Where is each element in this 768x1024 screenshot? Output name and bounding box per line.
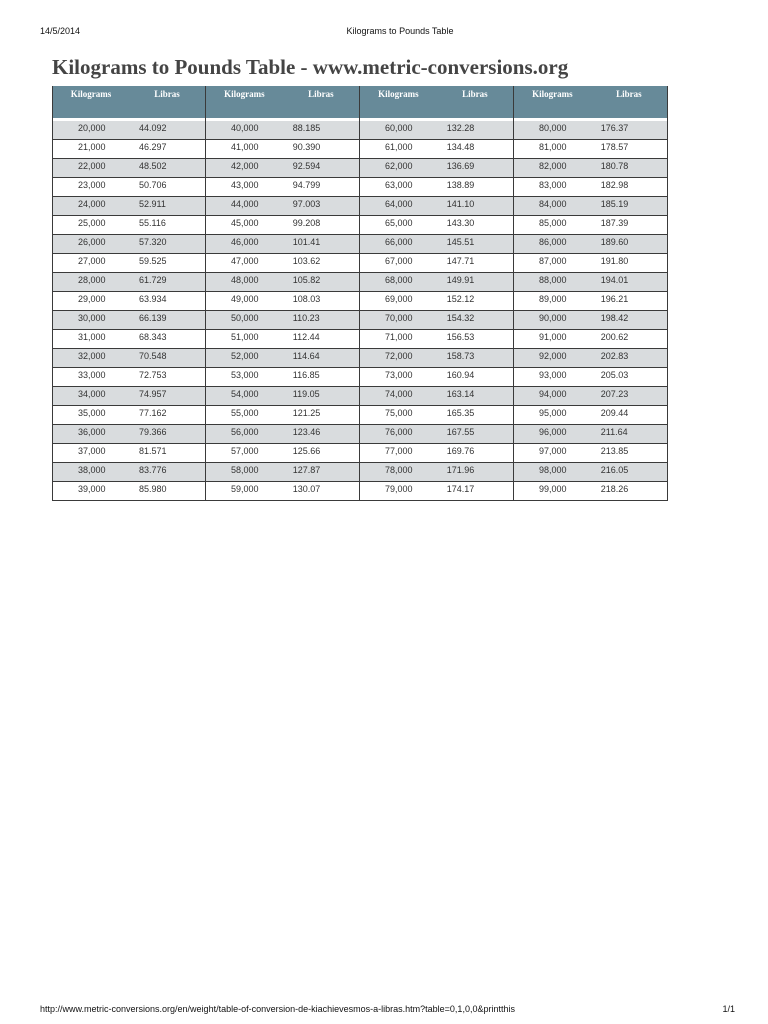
libras-cell: 103.62: [283, 254, 360, 273]
kilograms-cell: 63,000: [360, 178, 437, 197]
libras-cell: 127.87: [283, 463, 360, 482]
libras-cell: 198.42: [591, 311, 668, 330]
table-row: [206, 292, 360, 311]
print-date: 14/5/2014: [40, 26, 81, 36]
libras-cell: 147.71: [437, 254, 514, 273]
kilograms-cell: 28,000: [53, 273, 130, 292]
table-row: [360, 292, 514, 311]
kilograms-cell: 22,000: [53, 159, 130, 178]
table-row: [53, 235, 206, 254]
libras-cell: 196.21: [591, 292, 668, 311]
table-row: [206, 463, 360, 482]
table-row: [53, 482, 206, 501]
table-row: [360, 197, 514, 216]
print-url: http://www.metric-conversions.org/en/weight/table-of-conversion-de-kiachievesmos-a-libras.htm?table=0,1,0,0&printthis: [40, 1004, 515, 1014]
libras-cell: 123.46: [283, 425, 360, 444]
table-row: [206, 444, 360, 463]
libras-cell: 110.23: [283, 311, 360, 330]
libras-cell: 63.934: [129, 292, 206, 311]
libras-cell: 160.94: [437, 368, 514, 387]
libras-cell: 72.753: [129, 368, 206, 387]
libras-cell: 44.092: [129, 121, 206, 140]
libras-cell: 154.32: [437, 311, 514, 330]
conversion-tables: [52, 86, 669, 494]
libras-cell: 165.35: [437, 406, 514, 425]
libras-cell: 182.98: [591, 178, 668, 197]
libras-cell: 46.297: [129, 140, 206, 159]
kilograms-cell: 86,000: [514, 235, 591, 254]
kilograms-cell: 46,000: [206, 235, 283, 254]
conversion-table: [52, 86, 206, 501]
libras-cell: 134.48: [437, 140, 514, 159]
kilograms-cell: 97,000: [514, 444, 591, 463]
kilograms-cell: 89,000: [514, 292, 591, 311]
libras-cell: 143.30: [437, 216, 514, 235]
libras-cell: 169.76: [437, 444, 514, 463]
kilograms-cell: 72,000: [360, 349, 437, 368]
libras-cell: 77.162: [129, 406, 206, 425]
kilograms-cell: 24,000: [53, 197, 130, 216]
libras-cell: 59.525: [129, 254, 206, 273]
table-row: [53, 178, 206, 197]
kilograms-cell: 48,000: [206, 273, 283, 292]
table-row: [53, 197, 206, 216]
libras-cell: 156.53: [437, 330, 514, 349]
table-row: [514, 349, 668, 368]
table-row: [53, 406, 206, 425]
libras-cell: 174.17: [437, 482, 514, 501]
kilograms-cell: 57,000: [206, 444, 283, 463]
libras-cell: 83.776: [129, 463, 206, 482]
table-row: [514, 311, 668, 330]
kilograms-cell: 66,000: [360, 235, 437, 254]
kilograms-cell: 76,000: [360, 425, 437, 444]
kilograms-cell: 64,000: [360, 197, 437, 216]
kilograms-cell: 26,000: [53, 235, 130, 254]
libras-cell: 216.05: [591, 463, 668, 482]
kilograms-cell: 39,000: [53, 482, 130, 501]
kilograms-cell: 23,000: [53, 178, 130, 197]
kilograms-header: Kilograms: [53, 86, 130, 118]
table-row: [53, 121, 206, 140]
kilograms-cell: 84,000: [514, 197, 591, 216]
libras-cell: 116.85: [283, 368, 360, 387]
table-row: [206, 406, 360, 425]
table-row: [206, 311, 360, 330]
kilograms-cell: 82,000: [514, 159, 591, 178]
libras-cell: 99.208: [283, 216, 360, 235]
table-header-row: [53, 86, 206, 118]
page-number: 1/1: [722, 1004, 735, 1014]
table-row: [53, 425, 206, 444]
table-row: [360, 140, 514, 159]
libras-cell: 171.96: [437, 463, 514, 482]
table-row: [53, 330, 206, 349]
libras-cell: 114.64: [283, 349, 360, 368]
kilograms-cell: 75,000: [360, 406, 437, 425]
kilograms-cell: 80,000: [514, 121, 591, 140]
table-row: [53, 216, 206, 235]
libras-cell: 79.366: [129, 425, 206, 444]
table-row: [206, 140, 360, 159]
print-document-title: Kilograms to Pounds Table: [346, 26, 454, 36]
kilograms-cell: 20,000: [53, 121, 130, 140]
table-row: [360, 235, 514, 254]
table-row: [360, 254, 514, 273]
table-row: [514, 159, 668, 178]
table-row: [206, 197, 360, 216]
table-row: [206, 482, 360, 501]
libras-cell: 66.139: [129, 311, 206, 330]
table-row: [360, 178, 514, 197]
libras-cell: 50.706: [129, 178, 206, 197]
kilograms-cell: 71,000: [360, 330, 437, 349]
table-row: [514, 273, 668, 292]
libras-cell: 90.390: [283, 140, 360, 159]
table-row: [206, 349, 360, 368]
table-row: [360, 444, 514, 463]
kilograms-header: Kilograms: [514, 86, 591, 118]
table-row: [53, 368, 206, 387]
kilograms-cell: 36,000: [53, 425, 130, 444]
kilograms-cell: 60,000: [360, 121, 437, 140]
table-row: [514, 387, 668, 406]
kilograms-cell: 83,000: [514, 178, 591, 197]
kilograms-cell: 95,000: [514, 406, 591, 425]
kilograms-cell: 49,000: [206, 292, 283, 311]
libras-cell: 191.80: [591, 254, 668, 273]
table-row: [206, 235, 360, 254]
table-row: [360, 387, 514, 406]
libras-cell: 152.12: [437, 292, 514, 311]
kilograms-cell: 88,000: [514, 273, 591, 292]
table-row: [514, 216, 668, 235]
kilograms-cell: 25,000: [53, 216, 130, 235]
kilograms-cell: 42,000: [206, 159, 283, 178]
table-row: [206, 273, 360, 292]
print-header: [0, 26, 768, 40]
kilograms-cell: 73,000: [360, 368, 437, 387]
table-header-row: [360, 86, 514, 118]
table-row: [53, 463, 206, 482]
libras-cell: 61.729: [129, 273, 206, 292]
table-row: [514, 444, 668, 463]
libras-cell: 145.51: [437, 235, 514, 254]
table-row: [206, 178, 360, 197]
table-row: [360, 330, 514, 349]
libras-header: Libras: [591, 86, 668, 118]
libras-cell: 180.78: [591, 159, 668, 178]
libras-cell: 158.73: [437, 349, 514, 368]
libras-cell: 149.91: [437, 273, 514, 292]
libras-cell: 132.28: [437, 121, 514, 140]
table-row: [206, 387, 360, 406]
kilograms-cell: 68,000: [360, 273, 437, 292]
libras-cell: 211.64: [591, 425, 668, 444]
libras-cell: 205.03: [591, 368, 668, 387]
kilograms-cell: 85,000: [514, 216, 591, 235]
table-row: [360, 216, 514, 235]
kilograms-cell: 70,000: [360, 311, 437, 330]
kilograms-cell: 96,000: [514, 425, 591, 444]
kilograms-cell: 58,000: [206, 463, 283, 482]
table-row: [360, 406, 514, 425]
table-row: [360, 159, 514, 178]
table-row: [514, 178, 668, 197]
libras-cell: 70.548: [129, 349, 206, 368]
kilograms-cell: 43,000: [206, 178, 283, 197]
libras-cell: 189.60: [591, 235, 668, 254]
kilograms-cell: 51,000: [206, 330, 283, 349]
libras-cell: 108.03: [283, 292, 360, 311]
table-row: [360, 425, 514, 444]
table-row: [206, 216, 360, 235]
libras-cell: 163.14: [437, 387, 514, 406]
table-row: [53, 292, 206, 311]
kilograms-cell: 55,000: [206, 406, 283, 425]
table-row: [53, 273, 206, 292]
table-row: [514, 140, 668, 159]
table-row: [53, 387, 206, 406]
libras-cell: 125.66: [283, 444, 360, 463]
kilograms-cell: 78,000: [360, 463, 437, 482]
kilograms-cell: 30,000: [53, 311, 130, 330]
libras-header: Libras: [129, 86, 206, 118]
kilograms-cell: 35,000: [53, 406, 130, 425]
kilograms-cell: 21,000: [53, 140, 130, 159]
libras-cell: 187.39: [591, 216, 668, 235]
libras-cell: 141.10: [437, 197, 514, 216]
kilograms-cell: 27,000: [53, 254, 130, 273]
kilograms-cell: 47,000: [206, 254, 283, 273]
libras-cell: 68.343: [129, 330, 206, 349]
kilograms-cell: 50,000: [206, 311, 283, 330]
libras-cell: 55.116: [129, 216, 206, 235]
table-header-row: [514, 86, 668, 118]
libras-cell: 101.41: [283, 235, 360, 254]
libras-header: Libras: [283, 86, 360, 118]
table-row: [206, 254, 360, 273]
table-row: [514, 235, 668, 254]
table-row: [206, 368, 360, 387]
libras-cell: 105.82: [283, 273, 360, 292]
libras-cell: 202.83: [591, 349, 668, 368]
table-row: [360, 368, 514, 387]
table-row: [53, 159, 206, 178]
table-row: [53, 311, 206, 330]
libras-cell: 185.19: [591, 197, 668, 216]
kilograms-cell: 61,000: [360, 140, 437, 159]
table-row: [514, 121, 668, 140]
libras-cell: 213.85: [591, 444, 668, 463]
libras-header: Libras: [437, 86, 514, 118]
libras-cell: 48.502: [129, 159, 206, 178]
table-row: [360, 463, 514, 482]
table-row: [514, 425, 668, 444]
kilograms-cell: 56,000: [206, 425, 283, 444]
table-row: [360, 311, 514, 330]
kilograms-cell: 65,000: [360, 216, 437, 235]
libras-cell: 178.57: [591, 140, 668, 159]
kilograms-cell: 94,000: [514, 387, 591, 406]
libras-cell: 200.62: [591, 330, 668, 349]
kilograms-cell: 91,000: [514, 330, 591, 349]
kilograms-header: Kilograms: [206, 86, 283, 118]
libras-cell: 57.320: [129, 235, 206, 254]
table-row: [360, 349, 514, 368]
table-row: [206, 121, 360, 140]
libras-cell: 218.26: [591, 482, 668, 501]
kilograms-cell: 87,000: [514, 254, 591, 273]
kilograms-cell: 74,000: [360, 387, 437, 406]
libras-cell: 176.37: [591, 121, 668, 140]
conversion-table: [206, 86, 360, 501]
kilograms-cell: 92,000: [514, 349, 591, 368]
libras-cell: 92.594: [283, 159, 360, 178]
libras-cell: 94.799: [283, 178, 360, 197]
conversion-table: [360, 86, 514, 501]
libras-cell: 207.23: [591, 387, 668, 406]
libras-cell: 130.07: [283, 482, 360, 501]
table-row: [514, 463, 668, 482]
kilograms-cell: 45,000: [206, 216, 283, 235]
libras-cell: 138.89: [437, 178, 514, 197]
libras-cell: 112.44: [283, 330, 360, 349]
table-row: [514, 482, 668, 501]
kilograms-cell: 77,000: [360, 444, 437, 463]
kilograms-cell: 44,000: [206, 197, 283, 216]
libras-cell: 167.55: [437, 425, 514, 444]
kilograms-cell: 40,000: [206, 121, 283, 140]
libras-cell: 52.911: [129, 197, 206, 216]
libras-cell: 194.01: [591, 273, 668, 292]
kilograms-header: Kilograms: [360, 86, 437, 118]
kilograms-cell: 41,000: [206, 140, 283, 159]
kilograms-cell: 34,000: [53, 387, 130, 406]
table-row: [514, 254, 668, 273]
kilograms-cell: 79,000: [360, 482, 437, 501]
page-title: Kilograms to Pounds Table - www.metric-conversions.org: [52, 55, 569, 79]
libras-cell: 209.44: [591, 406, 668, 425]
libras-cell: 85.980: [129, 482, 206, 501]
kilograms-cell: 32,000: [53, 349, 130, 368]
table-row: [360, 121, 514, 140]
kilograms-cell: 37,000: [53, 444, 130, 463]
libras-cell: 119.05: [283, 387, 360, 406]
kilograms-cell: 38,000: [53, 463, 130, 482]
kilograms-cell: 93,000: [514, 368, 591, 387]
table-row: [53, 349, 206, 368]
table-row: [53, 140, 206, 159]
libras-cell: 74.957: [129, 387, 206, 406]
kilograms-cell: 90,000: [514, 311, 591, 330]
kilograms-cell: 81,000: [514, 140, 591, 159]
libras-cell: 121.25: [283, 406, 360, 425]
libras-cell: 136.69: [437, 159, 514, 178]
kilograms-cell: 31,000: [53, 330, 130, 349]
table-row: [514, 368, 668, 387]
table-row: [206, 425, 360, 444]
kilograms-cell: 99,000: [514, 482, 591, 501]
kilograms-cell: 33,000: [53, 368, 130, 387]
table-row: [514, 197, 668, 216]
table-row: [206, 330, 360, 349]
libras-cell: 97.003: [283, 197, 360, 216]
table-row: [360, 482, 514, 501]
kilograms-cell: 29,000: [53, 292, 130, 311]
kilograms-cell: 98,000: [514, 463, 591, 482]
table-header-row: [206, 86, 360, 118]
kilograms-cell: 54,000: [206, 387, 283, 406]
table-row: [206, 159, 360, 178]
table-row: [360, 273, 514, 292]
kilograms-cell: 62,000: [360, 159, 437, 178]
table-row: [53, 254, 206, 273]
table-row: [514, 292, 668, 311]
conversion-table: [514, 86, 668, 501]
kilograms-cell: 52,000: [206, 349, 283, 368]
table-row: [514, 330, 668, 349]
kilograms-cell: 67,000: [360, 254, 437, 273]
kilograms-cell: 59,000: [206, 482, 283, 501]
kilograms-cell: 53,000: [206, 368, 283, 387]
libras-cell: 81.571: [129, 444, 206, 463]
table-row: [514, 406, 668, 425]
libras-cell: 88.185: [283, 121, 360, 140]
table-row: [53, 444, 206, 463]
kilograms-cell: 69,000: [360, 292, 437, 311]
